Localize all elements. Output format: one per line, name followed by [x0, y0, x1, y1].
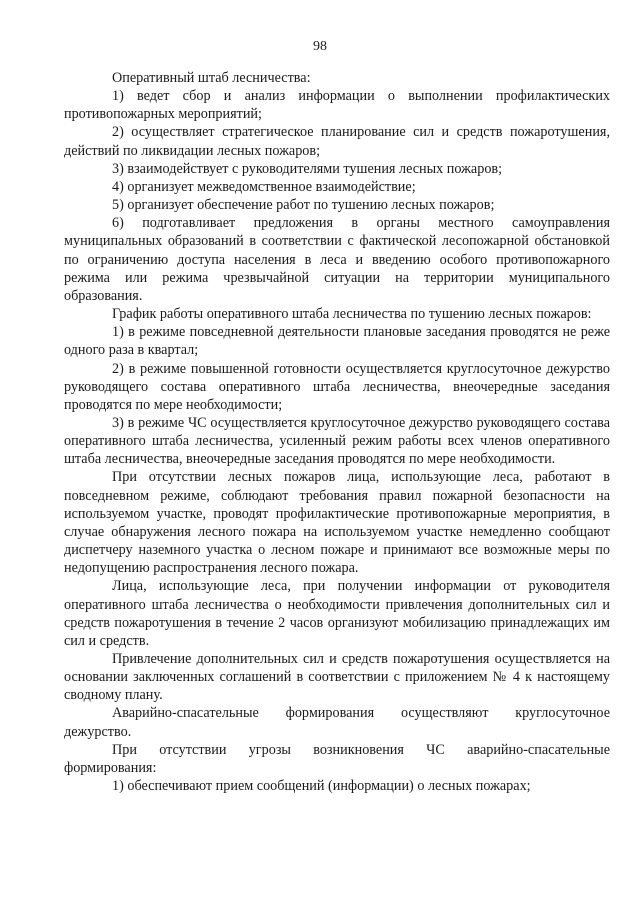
- paragraph-schedule-intro: График работы оперативного штаба лесничества по тушению лесных пожаров:: [112, 306, 592, 323]
- paragraph-staff-duty-1: 1) ведет сбор и анализ информации о выполнении профилактических противопожарных мероприятий;: [64, 88, 610, 123]
- paragraph-staff-intro: Оперативный штаб лесничества:: [112, 70, 311, 86]
- document-body: [64, 69, 610, 795]
- paragraph-staff-duty-6: 6) подготавливает предложения в органы местного самоуправления муниципальных образований в соответствии с фактической лесопожарной обстановкой по ограничению доступа населения в леса и введению особого противопожарного режима или режима чрезвычайной ситуации на территории муниципального образования.: [64, 215, 610, 304]
- paragraph-schedule-3: 3) в режиме ЧС осуществляется круглосуточное дежурство руководящего состава оперативного штаба лесничества, усиленный режим работы всех членов оперативного штаба лесничества, внеочередные заседания проводятся по мере необходимости.: [64, 414, 610, 468]
- paragraph-no-threat-intro: При отсутствии угрозы возникновения ЧС аварийно-спасательные формирования:: [64, 741, 610, 776]
- paragraph-mobilization: Лица, использующие леса, при получении информации от руководителя оперативного штаба лесничества о необходимости привлечения дополнительных сил и средств пожаротушения в течение 2 часов организуют мобилизацию принадлежащих им сил и средств.: [64, 578, 610, 649]
- paragraph-staff-duty-5: 5) организует обеспечение работ по тушению лесных пожаров;: [112, 197, 495, 214]
- paragraph-additional-forces: Привлечение дополнительных сил и средств пожаротушения осуществляется на основании заключенных соглашений в соответствии с приложением № 4 к настоящему сводному плану.: [64, 651, 610, 704]
- paragraph-schedule-1: 1) в режиме повседневной деятельности плановые заседания проводятся не реже одного раза в квартал;: [64, 324, 610, 359]
- page-number: 98: [313, 39, 327, 54]
- paragraph-schedule-2: 2) в режиме повышенной готовности осуществляется круглосуточное дежурство руководящего состава оперативного штаба лесничества, внеочередные заседания проводятся по мере необходимости;: [64, 360, 610, 413]
- paragraph-rescue-duty: Аварийно-спасательные формирования осуществляют круглосуточное дежурство.: [64, 705, 610, 740]
- paragraph-staff-duty-4: 4) организует межведомственное взаимодействие;: [112, 178, 416, 195]
- paragraph-no-threat-1: 1) обеспечивают прием сообщений (информации) о лесных пожарах;: [112, 778, 531, 795]
- paragraph-staff-duty-3: 3) взаимодействует с руководителями тушения лесных пожаров;: [112, 160, 503, 177]
- paragraph-staff-duty-2: 2) осуществляет стратегическое планирование сил и средств пожаротушения, действий по ликвидации лесных пожаров;: [64, 124, 610, 159]
- paragraph-no-fires: При отсутствии лесных пожаров лица, использующие леса, работают в повседневном режиме, соблюдают требования правил пожарной безопасности на используемом участке, проводят профилактические противопожарные мероприятия, в случае обнаружения лесного пожара на используемом участке немедленно сообщают диспетчеру наземного участка о лесном пожаре и принимают все возможные меры по недопущению распространения лесного пожара.: [64, 469, 610, 577]
